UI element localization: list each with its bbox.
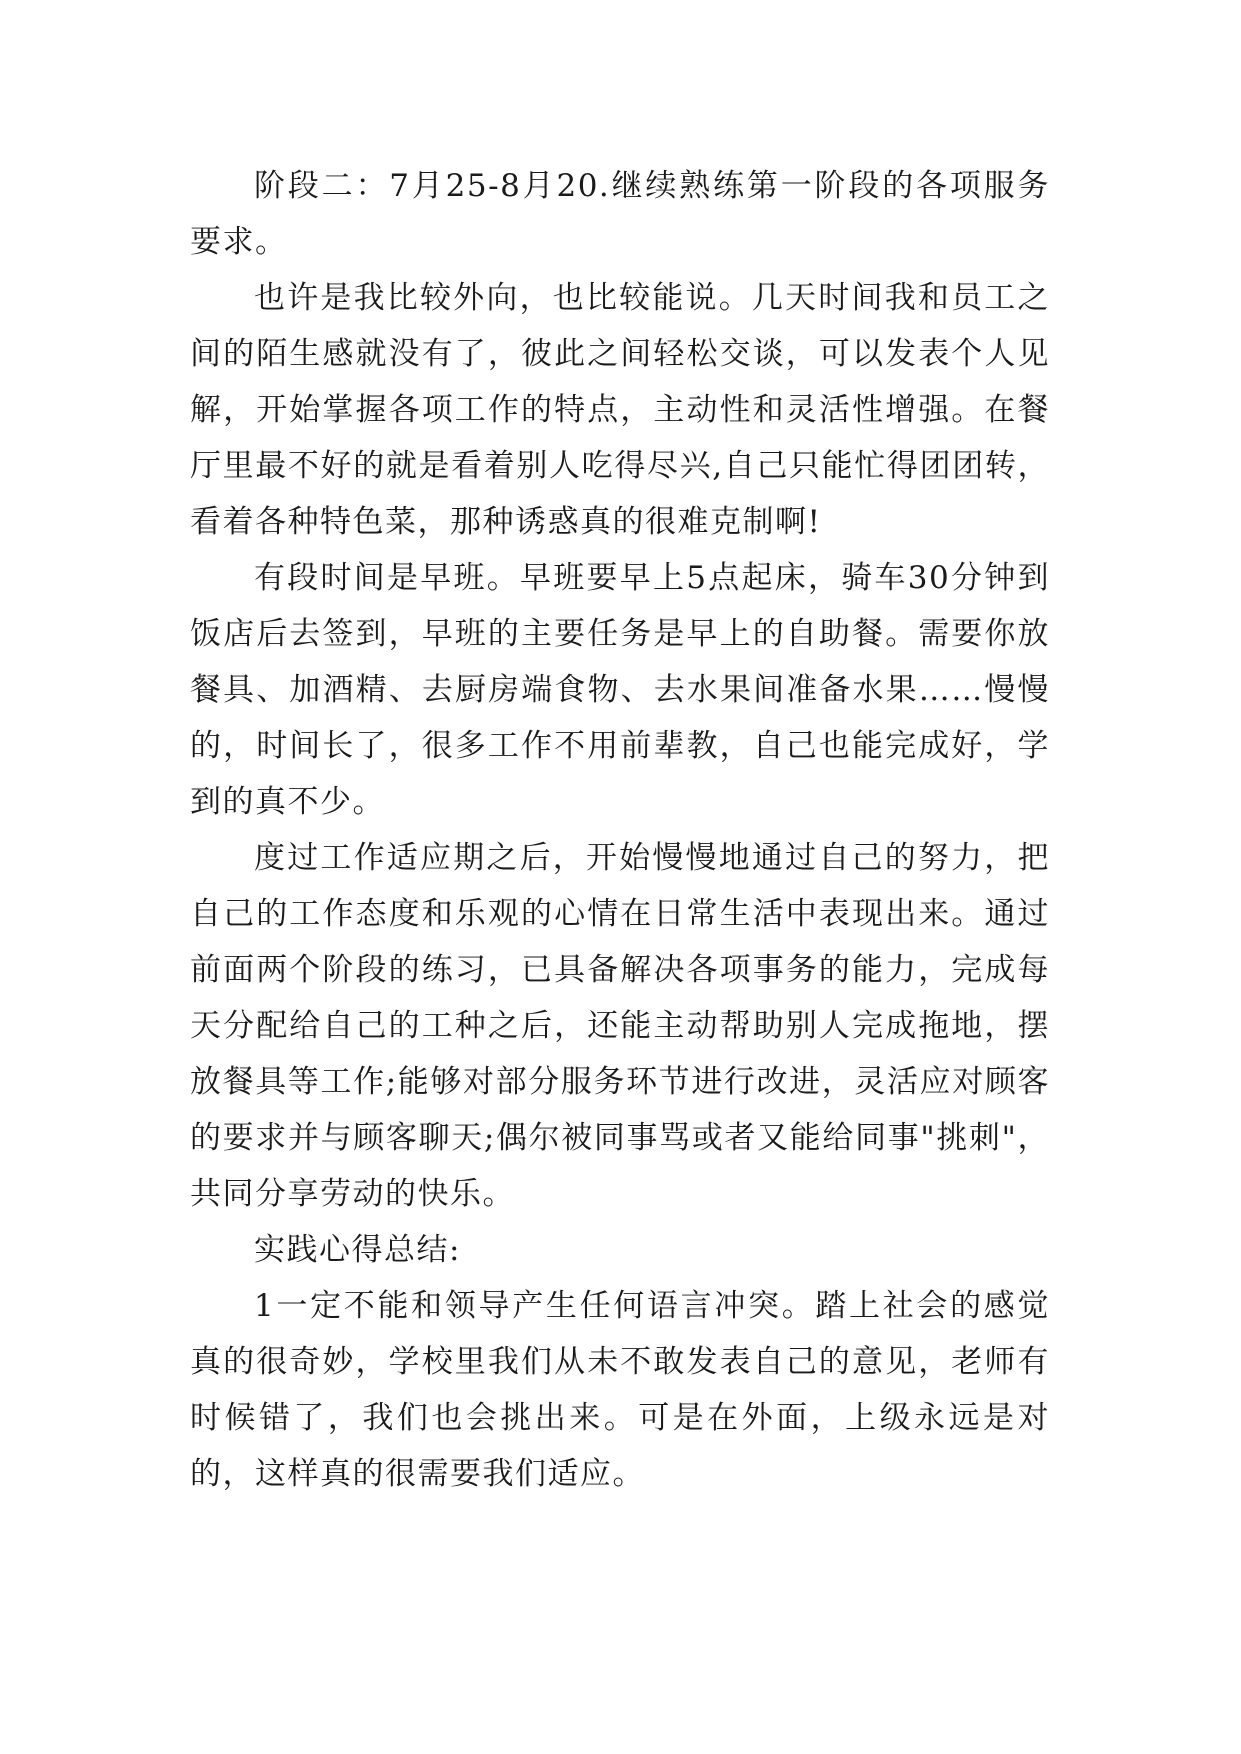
paragraph-summary-heading: 实践心得总结: <box>254 1232 461 1268</box>
document-body <box>190 158 1050 1502</box>
paragraph-outgoing: 也许是我比较外向，也比较能说。几天时间我和员工之间的陌生感就没有了，彼此之间轻松交谈，可以发表个人见解，开始掌握各项工作的特点，主动性和灵活性增强。在餐厅里最不好的就是看着别人吃得尽兴,自己只能忙得团团转，看着各种特色菜，那种诱惑真的很难克制啊! <box>190 280 1050 540</box>
paragraph-adaptation: 度过工作适应期之后，开始慢慢地通过自己的努力，把自己的工作态度和乐观的心情在日常生活中表现出来。通过前面两个阶段的练习，已具备解决各项事务的能力，完成每天分配给自己的工种之后，还能主动帮助别人完成拖地，摆放餐具等工作;能够对部分服务环节进行改进，灵活应对顾客的要求并与顾客聊天;偶尔被同事骂或者又能给同事"挑刺"，共同分享劳动的快乐。 <box>190 840 1050 1212</box>
paragraph-morning-shift: 有段时间是早班。早班要早上5点起床，骑车30分钟到饭店后去签到，早班的主要任务是早上的自助餐。需要你放餐具、加酒精、去厨房端食物、去水果间准备水果……慢慢的，时间长了，很多工作不用前辈教，自己也能完成好，学到的真不少。 <box>190 560 1050 820</box>
paragraph-summary-point-1: 1一定不能和领导产生任何语言冲突。踏上社会的感觉真的很奇妙，学校里我们从未不敢发表自己的意见，老师有时候错了，我们也会挑出来。可是在外面，上级永远是对的，这样真的很需要我们适应。 <box>190 1288 1050 1492</box>
paragraph-stage-two: 阶段二：7月25-8月20.继续熟练第一阶段的各项服务要求。 <box>190 168 1050 260</box>
